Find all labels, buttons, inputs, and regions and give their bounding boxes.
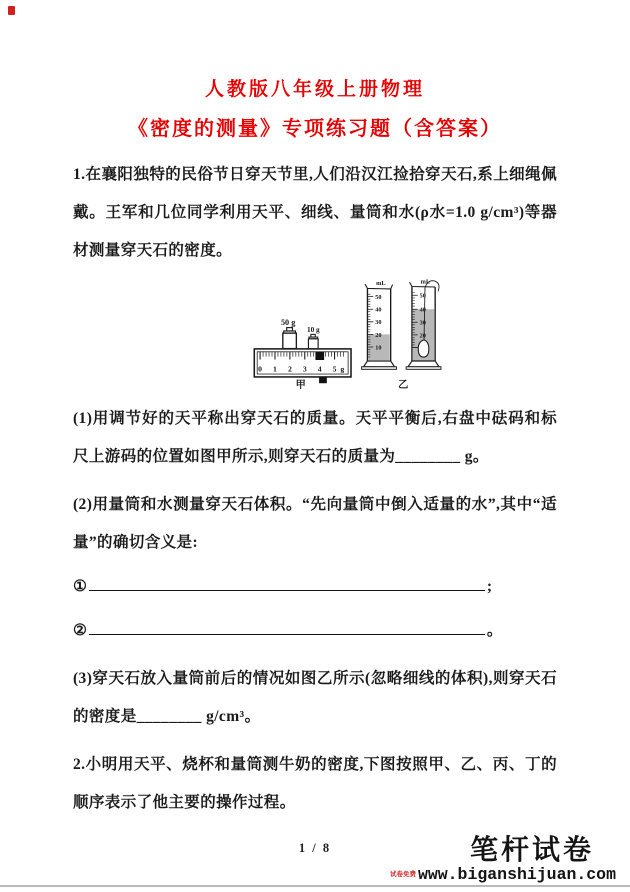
brand-name: 笔杆试卷 bbox=[469, 834, 594, 865]
weight-50g-label: 50 g bbox=[280, 318, 296, 328]
question1-intro: 1.在襄阳独特的民俗节日穿天节里,人们沿汉江捡拾穿天石,系上细绳佩戴。王军和几位同学利用天平、细线、量筒和水(ρ水=1.0 g/cm³)等器材测量穿天石的密度。 bbox=[73, 166, 557, 259]
caption-jia: 甲 bbox=[295, 380, 306, 390]
svg-text:50: 50 bbox=[419, 292, 426, 300]
svg-text:30: 30 bbox=[375, 319, 382, 327]
blank1-number: ① bbox=[73, 578, 87, 595]
balance-ruler bbox=[254, 318, 351, 390]
svg-text:40: 40 bbox=[375, 306, 382, 314]
svg-text:20: 20 bbox=[419, 332, 426, 340]
answer-blank-1 bbox=[73, 568, 557, 606]
cylinder-after bbox=[398, 279, 441, 390]
brand-stamp-red: 试卷免费 bbox=[389, 871, 416, 878]
question1-part2: (2)用量筒和水测量穿天石体积。“先向量筒中倒入适量的水”,其中“适量”的确切含义是: bbox=[73, 496, 557, 551]
svg-text:20: 20 bbox=[375, 331, 382, 339]
svg-text:0: 0 bbox=[258, 364, 263, 374]
cylinder-before bbox=[362, 280, 397, 369]
doc-title-line1: 人教版八年级上册物理 bbox=[204, 79, 425, 100]
question2-intro: 2.小明用天平、烧杯和量筒测牛奶的密度,下图按照甲、乙、丙、丁的顺序表示了他主要的操作过程。 bbox=[73, 756, 557, 811]
cylinder-after-unit: mL bbox=[420, 278, 431, 286]
caption-yi: 乙 bbox=[398, 380, 409, 390]
brand-url: www.biganshijuan.com bbox=[417, 865, 616, 884]
svg-text:4: 4 bbox=[317, 364, 322, 374]
figure-balance-and-cylinders bbox=[211, 272, 521, 390]
stone-icon bbox=[418, 340, 429, 357]
page-bottom-border bbox=[0, 885, 630, 887]
blank1-line bbox=[89, 576, 485, 592]
blank2-punct: 。 bbox=[486, 622, 503, 639]
corner-red-mark bbox=[8, 6, 15, 15]
svg-text:2: 2 bbox=[287, 364, 292, 374]
figure-svg bbox=[211, 272, 521, 390]
question1-part1: (1)用调节好的天平称出穿天石的质量。天平平衡后,右盘中砝码和标尺上游码的位置如图甲所示,则穿天石的质量为________ g。 bbox=[73, 410, 557, 465]
page-number: 1 / 8 bbox=[298, 841, 332, 855]
svg-text:1: 1 bbox=[273, 364, 277, 374]
svg-text:5: 5 bbox=[332, 364, 337, 374]
site-watermark bbox=[390, 835, 616, 884]
ruler-unit-label: g bbox=[340, 364, 345, 374]
svg-text:30: 30 bbox=[419, 319, 426, 327]
document-body bbox=[0, 156, 630, 822]
weight-10g-label: 10 g bbox=[306, 325, 320, 334]
question1-part3: (3)穿天石放入量筒前后的情况如图乙所示(忽略细线的体积),则穿天石的密度是________ g/cm³。 bbox=[73, 670, 557, 725]
blank2-line bbox=[89, 620, 485, 636]
doc-title-line2: 《密度的测量》专项练习题（含答案） bbox=[128, 118, 502, 140]
svg-text:3: 3 bbox=[302, 364, 307, 374]
blank1-punct: ; bbox=[486, 578, 493, 595]
svg-text:40: 40 bbox=[419, 306, 426, 314]
svg-text:50: 50 bbox=[375, 294, 382, 302]
answer-blank-2 bbox=[73, 612, 557, 650]
weight-50g-icon bbox=[283, 328, 297, 349]
cylinder-before-unit: mL bbox=[376, 280, 386, 288]
weight-10g-icon bbox=[308, 334, 318, 349]
blank2-number: ② bbox=[73, 622, 87, 639]
svg-text:10: 10 bbox=[375, 344, 382, 352]
